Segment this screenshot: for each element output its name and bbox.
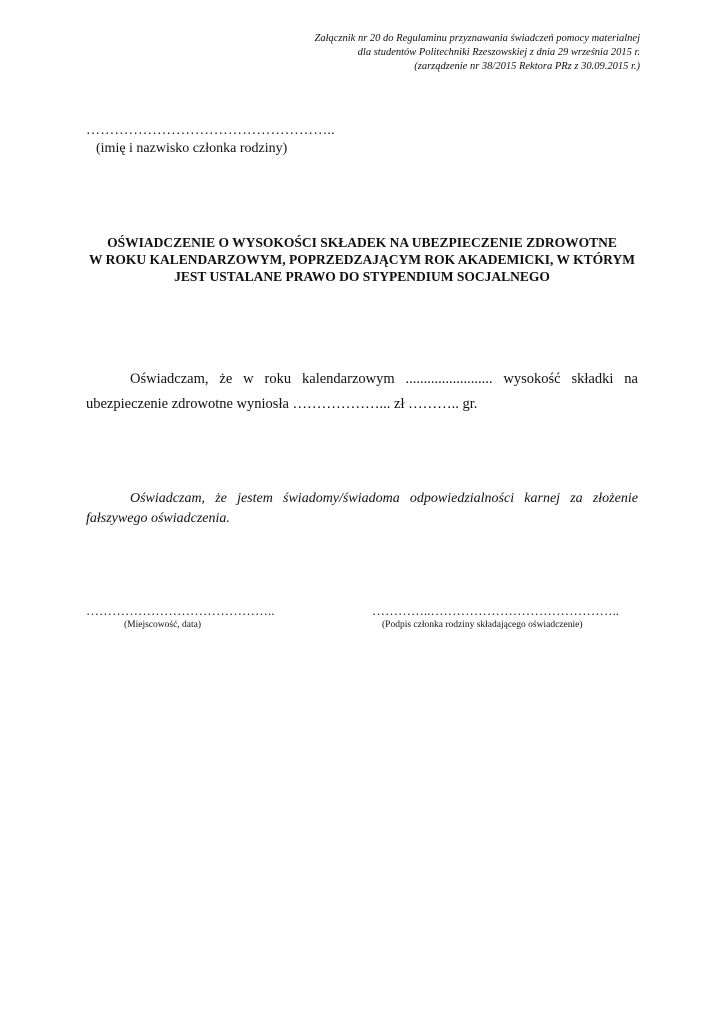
place-date-field bbox=[86, 603, 286, 631]
statement-word: w bbox=[243, 371, 254, 387]
declaration-word: Oświadczam, bbox=[130, 491, 206, 506]
statement-word: na bbox=[624, 371, 638, 387]
declaration-word: świadomy/świadoma bbox=[283, 491, 400, 506]
family-member-name-field bbox=[86, 122, 335, 158]
annex-note-line-1: Załącznik nr 20 do Regulaminu przyznawania świadczeń pomocy materialnej bbox=[314, 33, 640, 44]
statement-word: wysokość bbox=[503, 371, 561, 387]
name-fill-line[interactable]: …………………………………………….. bbox=[86, 123, 335, 138]
statement-word: kalendarzowym bbox=[302, 371, 395, 387]
declaration-word: odpowiedzialności bbox=[409, 491, 515, 506]
signature-field bbox=[372, 603, 624, 631]
declaration-word: że bbox=[215, 491, 227, 506]
title-line-3: JEST USTALANE PRAWO DO STYPENDIUM SOCJALNEGO bbox=[174, 269, 550, 284]
amount-fill-line[interactable]: ubezpieczenie zdrowotne wyniosła ………………... zł ……….. gr. bbox=[86, 396, 478, 412]
name-caption: (imię i nazwisko członka rodziny) bbox=[96, 141, 288, 156]
place-date-fill-line[interactable]: …………………………………….. bbox=[86, 603, 275, 618]
statement-line-1 bbox=[86, 367, 638, 392]
annex-note-line-3: (zarządzenie nr 38/2015 Rektora PRz z 30.09.2015 r.) bbox=[414, 61, 640, 72]
declaration-word: złożenie bbox=[592, 491, 638, 506]
title-line-2: W ROKU KALENDARZOWYM, POPRZEDZAJĄCYM ROK AKADEMICKI, W KTÓRYM bbox=[89, 252, 635, 267]
declaration-line-1 bbox=[86, 489, 638, 509]
annex-note bbox=[180, 32, 640, 74]
signature-caption: (Podpis członka rodziny składającego oświadczenie) bbox=[382, 620, 583, 630]
statement-word: składki bbox=[571, 371, 614, 387]
place-date-caption: (Miejscowość, data) bbox=[124, 620, 202, 630]
statement-word: Oświadczam, bbox=[130, 371, 209, 387]
statement-word: roku bbox=[264, 371, 292, 387]
title-line-1: OŚWIADCZENIE O WYSOKOŚCI SKŁADEK NA UBEZPIECZENIE ZDROWOTNE bbox=[107, 235, 617, 250]
document-title bbox=[40, 234, 684, 285]
declaration-line-2: fałszywego oświadczenia. bbox=[86, 511, 230, 526]
liability-declaration bbox=[86, 489, 638, 529]
declaration-word: jestem bbox=[237, 491, 273, 506]
statement-word: że bbox=[219, 371, 233, 387]
declaration-word: za bbox=[570, 491, 583, 506]
declaration-word: karnej bbox=[524, 491, 561, 506]
year-fill-field[interactable]: ........................ bbox=[405, 371, 493, 387]
signature-fill-line[interactable]: …………..…………………………………….. bbox=[372, 603, 619, 618]
contribution-statement bbox=[86, 367, 638, 417]
annex-note-line-2: dla studentów Politechniki Rzeszowskiej z dnia 29 września 2015 r. bbox=[357, 47, 640, 58]
